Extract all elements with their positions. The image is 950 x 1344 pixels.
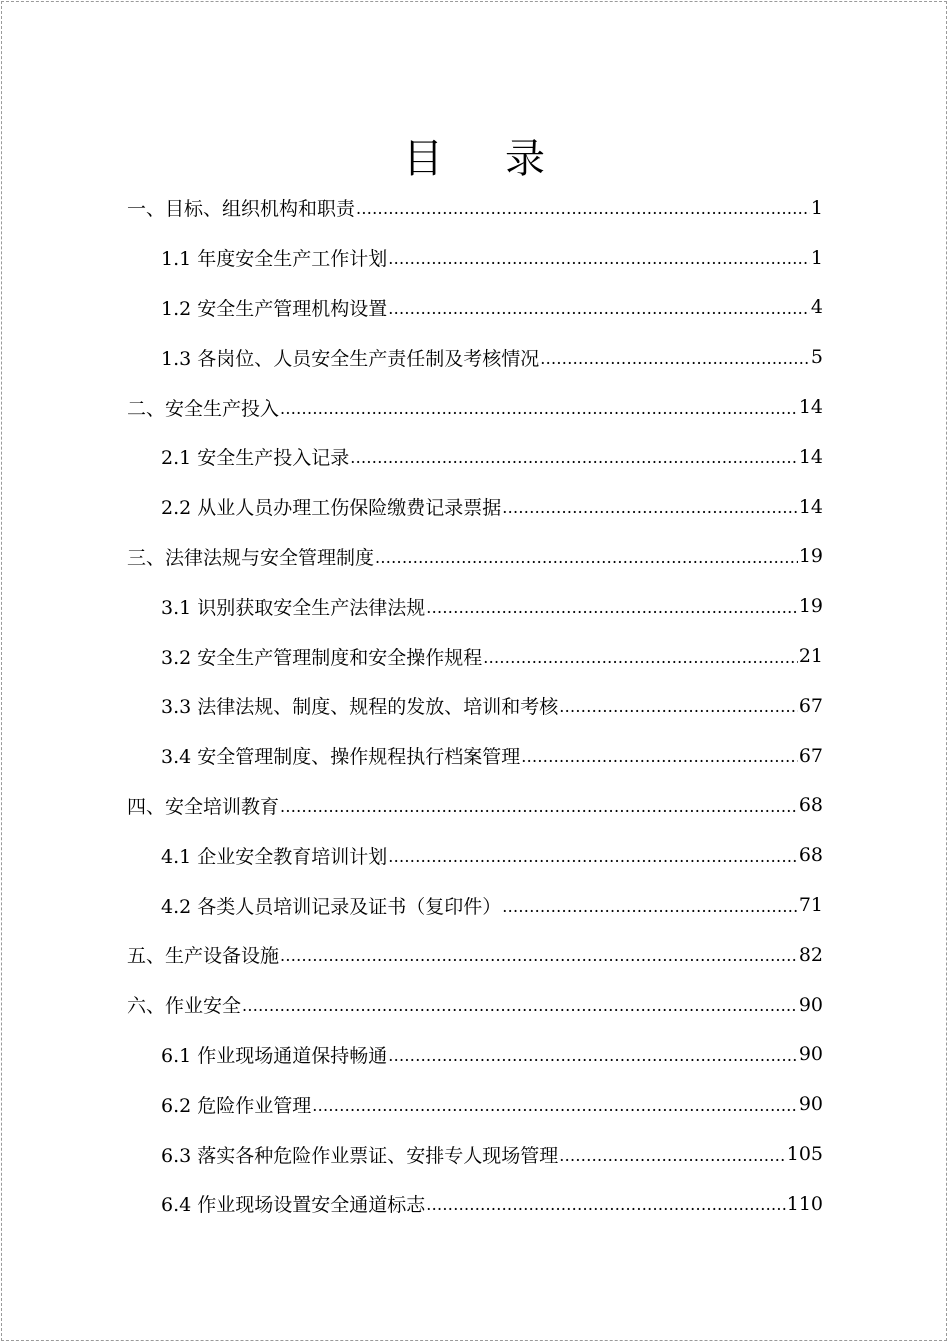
page-title — [0, 134, 950, 184]
dot-leader — [356, 198, 810, 217]
toc-page-number: 4 — [810, 296, 823, 319]
toc-entry-label: 1.1 年度安全生产工作计划 — [161, 248, 388, 271]
toc-page-number: 14 — [798, 495, 823, 518]
dot-leader — [521, 746, 798, 765]
toc-entry[interactable] — [127, 1179, 823, 1229]
toc-entry[interactable] — [127, 233, 823, 283]
toc-page-number: 19 — [798, 545, 823, 568]
toc-entry[interactable] — [127, 532, 823, 582]
toc-entry[interactable] — [127, 781, 823, 831]
toc-page-number: 1 — [810, 246, 823, 269]
dot-leader — [388, 248, 810, 267]
toc-entry[interactable] — [127, 631, 823, 681]
toc-page-number: 105 — [786, 1143, 823, 1166]
toc-page-number: 90 — [798, 1043, 823, 1066]
dot-leader — [312, 1095, 798, 1114]
dot-leader — [559, 696, 798, 715]
dot-leader — [280, 796, 798, 815]
toc-entry[interactable] — [127, 482, 823, 532]
toc-entry-label: 3.2 安全生产管理制度和安全操作规程 — [161, 646, 483, 669]
toc-page-number: 5 — [810, 346, 823, 369]
toc-entry[interactable] — [127, 980, 823, 1030]
toc-entry[interactable] — [127, 681, 823, 731]
toc-entry-label: 3.4 安全管理制度、操作规程执行档案管理 — [161, 746, 521, 769]
toc-page-number: 110 — [786, 1192, 823, 1215]
toc-entry-label: 3.1 识别获取安全生产法律法规 — [161, 596, 426, 619]
toc-page-number: 14 — [798, 445, 823, 468]
toc-entry[interactable] — [127, 1129, 823, 1179]
dot-leader — [388, 1045, 798, 1064]
dot-leader — [280, 945, 798, 964]
dot-leader — [502, 896, 798, 915]
toc-page-number: 1 — [810, 196, 823, 219]
toc-entry[interactable] — [127, 332, 823, 382]
dot-leader — [502, 497, 798, 516]
toc-entry[interactable] — [127, 830, 823, 880]
toc-page-number: 14 — [798, 396, 823, 419]
toc-entry-label: 6.1 作业现场通道保持畅通 — [161, 1044, 388, 1067]
toc-entry[interactable] — [127, 183, 823, 233]
toc-entry-label: 四、安全培训教育 — [127, 795, 280, 818]
dot-leader — [540, 348, 810, 367]
dot-leader — [388, 846, 798, 865]
toc-entry-label: 2.1 安全生产投入记录 — [161, 447, 350, 470]
toc-page-number: 68 — [798, 794, 823, 817]
toc-page-number: 90 — [798, 993, 823, 1016]
toc-entry[interactable] — [127, 432, 823, 482]
dot-leader — [350, 447, 798, 466]
dot-leader — [388, 298, 810, 317]
toc-entry[interactable] — [127, 731, 823, 781]
dot-leader — [375, 547, 798, 566]
toc-entry-label: 4.1 企业安全教育培训计划 — [161, 845, 388, 868]
toc-entry[interactable] — [127, 930, 823, 980]
table-of-contents — [127, 183, 823, 1229]
toc-entry[interactable] — [127, 1030, 823, 1080]
toc-page-number: 21 — [798, 645, 823, 668]
toc-entry-label: 五、生产设备设施 — [127, 945, 280, 968]
toc-entry-label: 三、法律法规与安全管理制度 — [127, 546, 375, 569]
dot-leader — [242, 995, 798, 1014]
title-char-2: 录 — [505, 136, 547, 182]
dot-leader — [426, 597, 798, 616]
toc-entry-label: 一、目标、组织机构和职责 — [127, 198, 356, 221]
toc-page-number: 67 — [798, 744, 823, 767]
toc-entry[interactable] — [127, 382, 823, 432]
toc-page-number: 90 — [798, 1093, 823, 1116]
toc-entry-label: 1.2 安全生产管理机构设置 — [161, 297, 388, 320]
toc-entry-label: 二、安全生产投入 — [127, 397, 280, 420]
toc-page-number: 82 — [798, 943, 823, 966]
dot-leader — [280, 398, 798, 417]
toc-entry-label: 6.2 危险作业管理 — [161, 1094, 312, 1117]
toc-entry[interactable] — [127, 283, 823, 333]
dot-leader — [483, 647, 798, 666]
title-char-1: 目 — [403, 136, 445, 182]
toc-entry-label: 2.2 从业人员办理工伤保险缴费记录票据 — [161, 497, 502, 520]
toc-entry-label: 4.2 各类人员培训记录及证书（复印件） — [161, 895, 502, 918]
toc-entry-label: 6.4 作业现场设置安全通道标志 — [161, 1194, 426, 1217]
toc-page-number: 71 — [798, 894, 823, 917]
toc-page-number: 68 — [798, 844, 823, 867]
toc-entry[interactable] — [127, 880, 823, 930]
toc-entry[interactable] — [127, 581, 823, 631]
toc-entry[interactable] — [127, 1079, 823, 1129]
toc-entry-label: 六、作业安全 — [127, 995, 242, 1018]
toc-entry-label: 6.3 落实各种危险作业票证、安排专人现场管理 — [161, 1144, 559, 1167]
dot-leader — [559, 1145, 785, 1164]
toc-entry-label: 3.3 法律法规、制度、规程的发放、培训和考核 — [161, 696, 559, 719]
toc-entry-label: 1.3 各岗位、人员安全生产责任制及考核情况 — [161, 347, 540, 370]
toc-page-number: 19 — [798, 595, 823, 618]
dot-leader — [426, 1194, 785, 1213]
toc-page-number: 67 — [798, 694, 823, 717]
